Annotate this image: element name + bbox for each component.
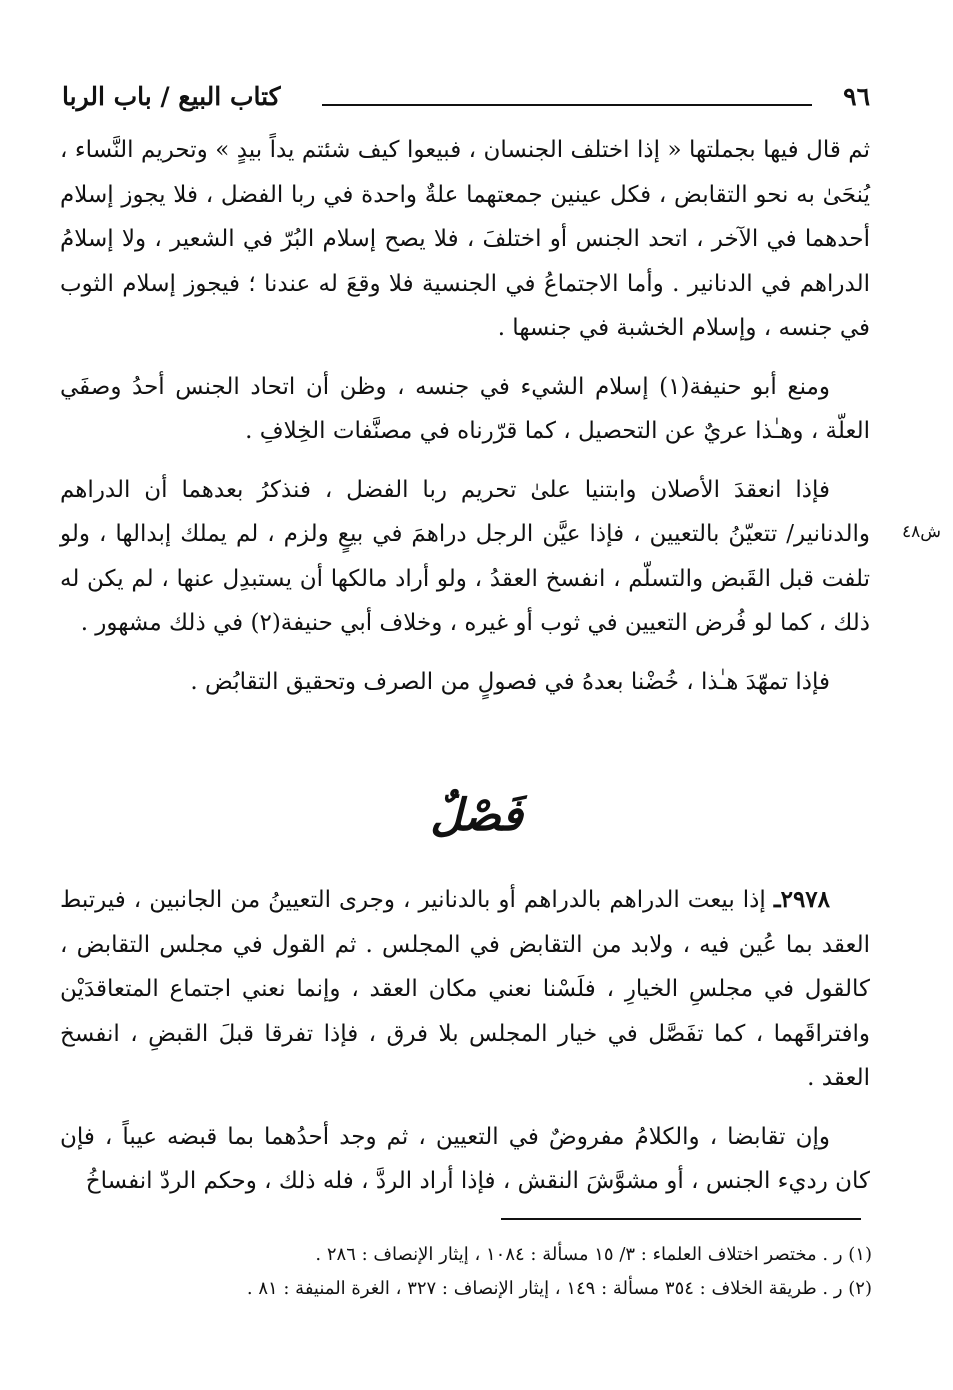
section-heading: فَصْلٌ <box>430 790 523 841</box>
issue-number: ٢٩٧٨ـ <box>773 886 831 913</box>
section-paragraph-1-text: إذا بيعت الدراهم بالدراهم أو بالدنانير ، وجرى التعيينُ من الجانبين ، فيرتبط العقد بما عُين فيه ، ولابد من التقابض في المجلس . ثم القول في مجلس التقابض ، كالقول في مجلسِ الخيارِ ، فلَسْنا نعني مكان العقد ، وإنما نعني اجتماع المتعاقدَيْن وافتراقَهما ، كما تفَصَّل في خيار المجلس بلا فرق ، فإذا تفرقا قبلَ القبضِ ، انفسخ العقد . <box>60 887 870 1091</box>
paragraph-1: ثم قال فيها بجملتها « إذا اختلف الجنسان ، فبيعوا كيف شئتم يداً بيدٍ » وتحريم النَّساء ، يُنحَىٰ به نحو التقابض ، فكل عينين جمعتهما علةٌ واحدة في ربا الفضل ، فلا يجوز إسلام أحدهما في الآخر ، اتحد الجنس أو اختلفَ ، فلا يصح إسلام البُرّ في الشعير ، ولا إسلامُ الدراهم في الدنانير . وأما الاجتماعُ في الجنسية فلا وقعَ له عندنا ؛ فيجوز إسلام الثوب في جنسه ، وإسلام الخشبة في جنسها . <box>60 137 870 341</box>
running-title: كتاب البيع / باب الربا <box>62 82 281 111</box>
paragraph-3: فإذا انعقدَ الأصلان وابتنيا علىٰ تحريم ربا الفضل ، فنذكرُ بعدهما أن الدراهم والدنانير/ تتعيّنُ بالتعيين ، فإذا عيَّن الرجل دراهمَ في بيعٍ ولزم ، لم يملك إبدالها ، ولو تلفت قبل القَبض والتسلّم ، انفسخ العقدُ ، ولو أراد مالكها أن يستبدِل عنها ، لم يكن له ذلك ، كما لو فُرض التعيين في ثوب أو غيره ، وخلاف أبي حنيفة(٢) في ذلك مشهور . <box>60 476 870 636</box>
section-paragraph-2: وإن تقابضا ، والكلامُ مفروضٌ في التعيين ، ثم وجد أحدُهما بما قبضه عيباً ، فإن كان رديء الجنس ، أو مشوَّشَ النقش ، فإذا أراد الردَّ ، فله ذلك ، وحكم الردّ انفساخُ <box>60 1123 870 1194</box>
paragraph-4: فإذا تمهّدَ هـٰذا ، خُضْنا بعدهُ في فصولٍ من الصرف وتحقيق التقابُض . <box>190 668 830 695</box>
footnotes <box>80 1238 872 1306</box>
running-header <box>62 82 870 122</box>
footnote-1: (١) ر . مختصر اختلاف العلماء : ٣/ ١٥ مسألة : ١٠٨٤ ، إيثار الإنصاف : ٢٨٦ . <box>315 1244 872 1265</box>
header-rule <box>322 104 812 106</box>
paragraph-2: ومنع أبو حنيفة(١) إسلام الشيء في جنسه ، وظن أن اتحاد الجنس أحدُ وصفَي العلّة ، وهـٰذا عريٌ عن التحصيل ، كما قرّرناه في مصنَّفات الخِلافِ . <box>60 373 870 444</box>
footnote-rule <box>501 1218 861 1220</box>
footnote-2: (٢) ر . طريقة الخلاف : ٣٥٤ مسألة : ١٤٩ ، إيثار الإنصاف : ٣٢٧ ، الغرة المنيفة : ٨١ . <box>246 1278 872 1299</box>
section-paragraph-1 <box>60 878 870 1101</box>
page-number: ٩٦ <box>843 82 870 111</box>
main-text <box>60 128 870 718</box>
margin-note: ش٤٨ <box>901 522 941 542</box>
section-text <box>60 878 870 1218</box>
